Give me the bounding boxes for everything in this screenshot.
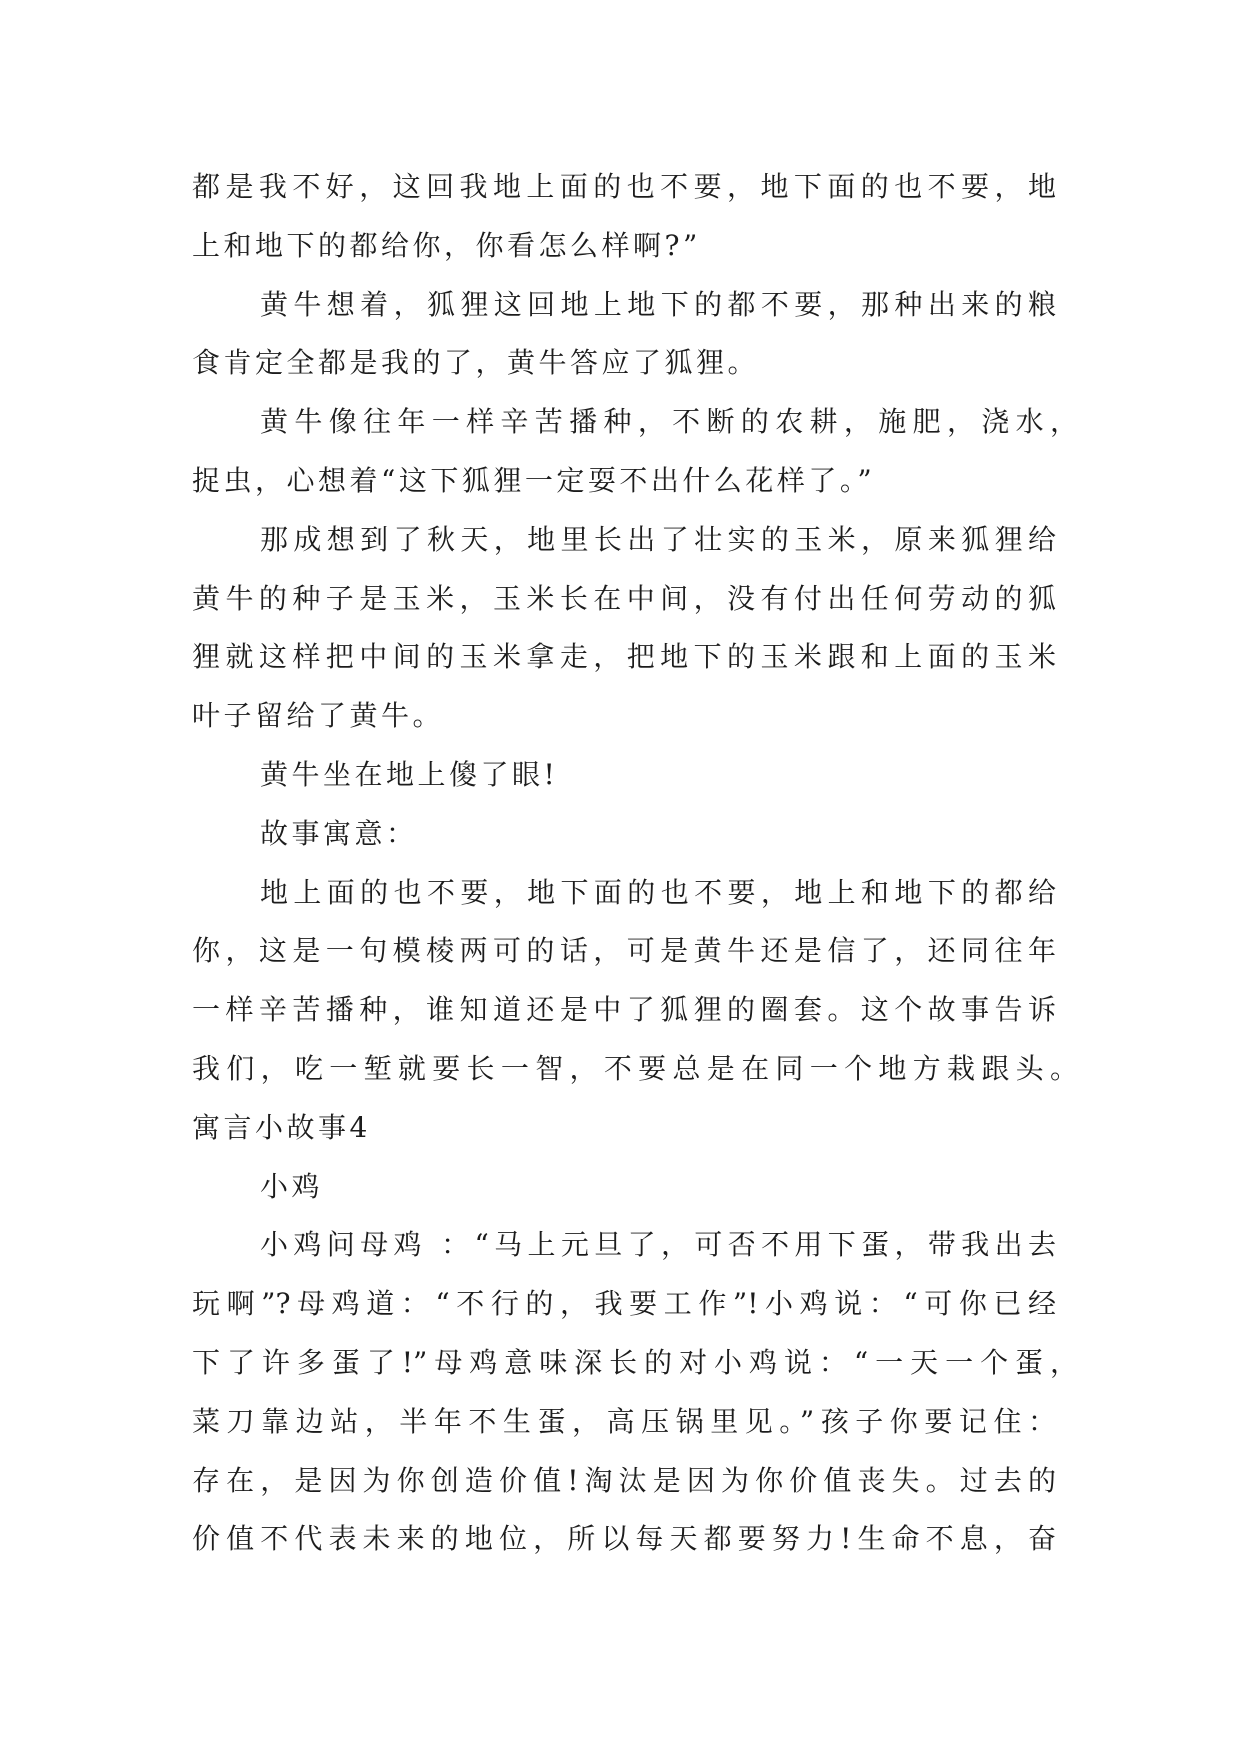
paragraph-line: 玩啊”?母鸡道：“不行的，我要工作”!小鸡说：“可你已经 xyxy=(192,1287,1056,1321)
moral-line: 我们，吃一堑就要长一智，不要总是在同一个地方栽跟头。 xyxy=(192,1051,1078,1085)
next-story-section xyxy=(192,1099,1078,1569)
paragraph-line: 存在，是因为你创造价值!淘汰是因为你价值丧失。过去的 xyxy=(192,1463,1056,1497)
paragraph-line: 黄牛的种子是玉米，玉米长在中间，没有付出任何劳动的狐 xyxy=(192,581,1056,615)
paragraph-line: 价值不代表未来的地位，所以每天都要努力!生命不息，奋 xyxy=(192,1522,1056,1556)
moral-line: 一样辛苦播种，谁知道还是中了狐狸的圈套。这个故事告诉 xyxy=(192,993,1056,1027)
document-body xyxy=(192,158,1078,1569)
paragraph-line: 黄牛坐在地上傻了眼! xyxy=(260,757,559,791)
moral-label: 故事寓意： xyxy=(260,816,418,850)
paragraph-line: 叶子留给了黄牛。 xyxy=(192,699,445,733)
moral-line: 你，这是一句模棱两可的话，可是黄牛还是信了，还同往年 xyxy=(192,934,1056,968)
paragraph-line: 食肯定全都是我的了，黄牛答应了狐狸。 xyxy=(192,346,760,380)
paragraph-line: 上和地下的都给你，你看怎么样啊?” xyxy=(192,228,701,262)
paragraph-line: 那成想到了秋天，地里长出了壮实的玉米，原来狐狸给 xyxy=(260,522,1056,556)
story-paragraph xyxy=(192,393,1078,511)
paragraph-line: 下了许多蛋了!”母鸡意味深长的对小鸡说：“一天一个蛋， xyxy=(192,1345,1078,1379)
paragraph-line: 捉虫，心想着“这下狐狸一定耍不出什么花样了。” xyxy=(192,463,876,497)
story-paragraph xyxy=(192,158,1056,276)
story-heading: 寓言小故事4 xyxy=(192,1110,371,1144)
paragraph-line: 黄牛想着，狐狸这回地上地下的都不要，那种出来的粮 xyxy=(260,287,1056,321)
paragraph-line: 黄牛像往年一样辛苦播种，不断的农耕，施肥，浇水， xyxy=(260,405,1078,439)
moral-section xyxy=(192,805,1078,1099)
story-title: 小鸡 xyxy=(260,1169,324,1203)
moral-line: 地上面的也不要，地下面的也不要，地上和地下的都给 xyxy=(260,875,1056,909)
story-paragraph xyxy=(192,276,1056,394)
paragraph-line: 都是我不好，这回我地上面的也不要，地下面的也不要，地 xyxy=(192,170,1056,203)
story-paragraph xyxy=(192,511,1056,746)
story-paragraph xyxy=(192,746,1056,805)
paragraph-line: 菜刀靠边站，半年不生蛋，高压锅里见。”孩子你要记住： xyxy=(192,1404,1056,1438)
paragraph-line: 小鸡问母鸡 ：“马上元旦了，可否不用下蛋，带我出去 xyxy=(260,1228,1056,1262)
paragraph-line: 狸就这样把中间的玉米拿走，把地下的玉米跟和上面的玉米 xyxy=(192,640,1056,674)
